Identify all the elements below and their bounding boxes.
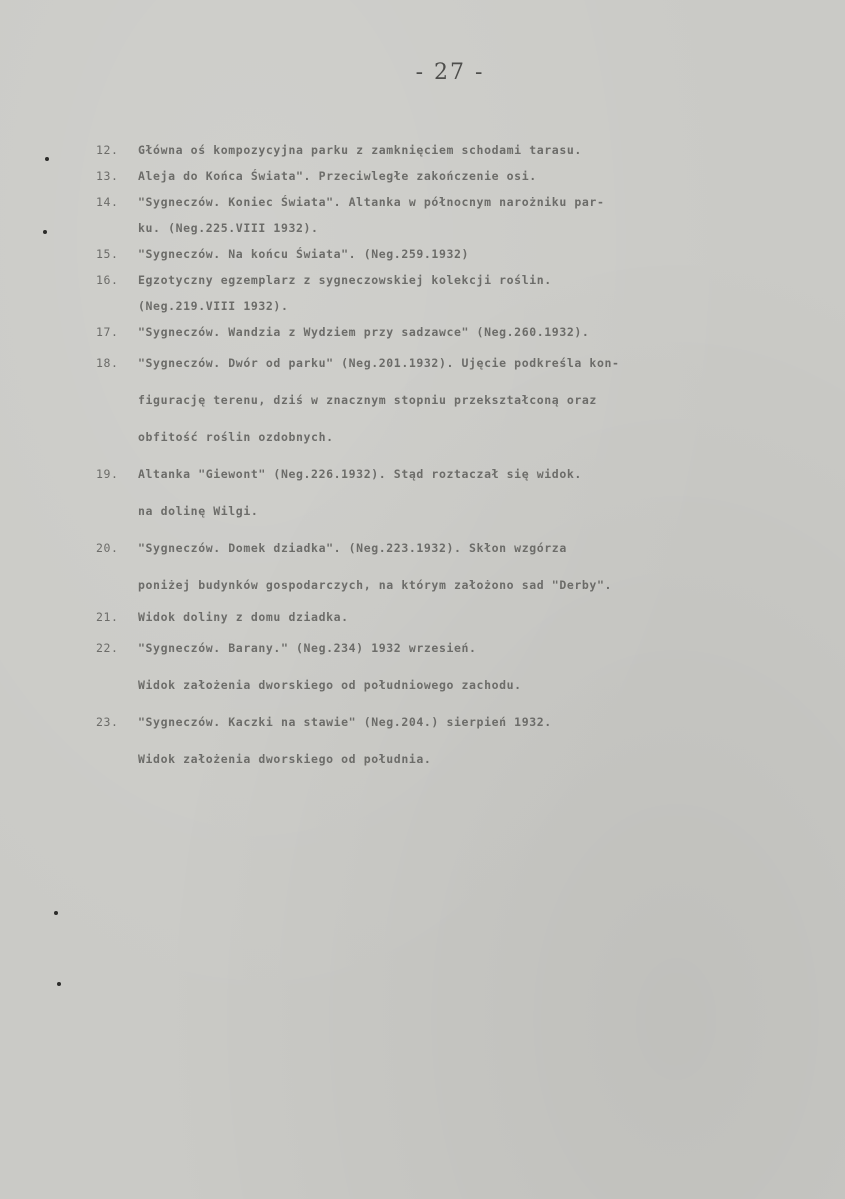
entry-text: "Sygneczów. Na końcu Świata". (Neg.259.1932) [138, 247, 470, 261]
entry-text: "Sygneczów. Wandzia z Wydziem przy sadzawce" (Neg.260.1932). [138, 325, 590, 339]
caption-entry-15 [96, 241, 816, 267]
entry-text: Widok założenia dworskiego od południa. [138, 752, 432, 766]
entry-text: "Sygneczów. Domek dziadka". (Neg.223.1932). Skłon wzgórza [138, 541, 567, 555]
entry-text: Egzotyczny egzemplarz z sygneczowskiej kolekcji roślin. [138, 273, 552, 287]
margin-dot [57, 982, 61, 986]
entry-text: Widok doliny z domu dziadka. [138, 610, 349, 624]
page-number: - 27 - [415, 60, 485, 85]
caption-entry-20 [96, 530, 816, 604]
entry-text: poniżej budynków gospodarczych, na którym założono sad "Derby". [138, 578, 612, 592]
entry-text: "Sygneczów. Barany." (Neg.234) 1932 wrzesień. [138, 641, 477, 655]
entry-text: obfitość roślin ozdobnych. [138, 430, 334, 444]
entry-number: 16. [96, 273, 119, 287]
caption-entry-13 [96, 163, 816, 189]
entry-number: 22. [96, 641, 119, 655]
caption-entry-14 [96, 189, 816, 241]
entry-text: "Sygneczów. Koniec Świata". Altanka w północnym narożniku par- [138, 195, 605, 209]
caption-entry-23 [96, 704, 816, 778]
entry-number: 21. [96, 610, 119, 624]
entry-text: Aleja do Końca Świata". Przeciwległe zakończenie osi. [138, 169, 537, 183]
entry-text: figurację terenu, dziś w znacznym stopniu przekształconą oraz [138, 393, 597, 407]
entry-text: (Neg.219.VIII 1932). [138, 299, 289, 313]
entry-number: 12. [96, 143, 119, 157]
entry-number: 13. [96, 169, 119, 183]
caption-entry-18 [96, 345, 816, 456]
margin-dot [45, 157, 49, 161]
entry-text: ku. (Neg.225.VIII 1932). [138, 221, 319, 235]
entry-number: 19. [96, 467, 119, 481]
entry-number: 20. [96, 541, 119, 555]
entry-text: na dolinę Wilgi. [138, 504, 259, 518]
margin-dot [54, 911, 58, 915]
caption-entry-12 [96, 137, 816, 163]
entry-number: 14. [96, 195, 119, 209]
caption-list [96, 137, 816, 778]
caption-entry-16 [96, 267, 816, 319]
entry-text: Widok założenia dworskiego od południowego zachodu. [138, 678, 522, 692]
entry-number: 15. [96, 247, 119, 261]
margin-dot [43, 230, 47, 234]
entry-number: 17. [96, 325, 119, 339]
entry-text: "Sygneczów. Kaczki na stawie" (Neg.204.) sierpień 1932. [138, 715, 552, 729]
entry-number: 18. [96, 356, 119, 370]
caption-entry-17 [96, 319, 816, 345]
entry-text: "Sygneczów. Dwór od parku" (Neg.201.1932). Ujęcie podkreśla kon- [138, 356, 620, 370]
entry-number: 23. [96, 715, 119, 729]
entry-text: Główna oś kompozycyjna parku z zamknięciem schodami tarasu. [138, 143, 582, 157]
caption-entry-22 [96, 630, 816, 704]
caption-entry-21 [96, 604, 816, 630]
caption-entry-19 [96, 456, 816, 530]
entry-text: Altanka "Giewont" (Neg.226.1932). Stąd roztaczał się widok. [138, 467, 582, 481]
